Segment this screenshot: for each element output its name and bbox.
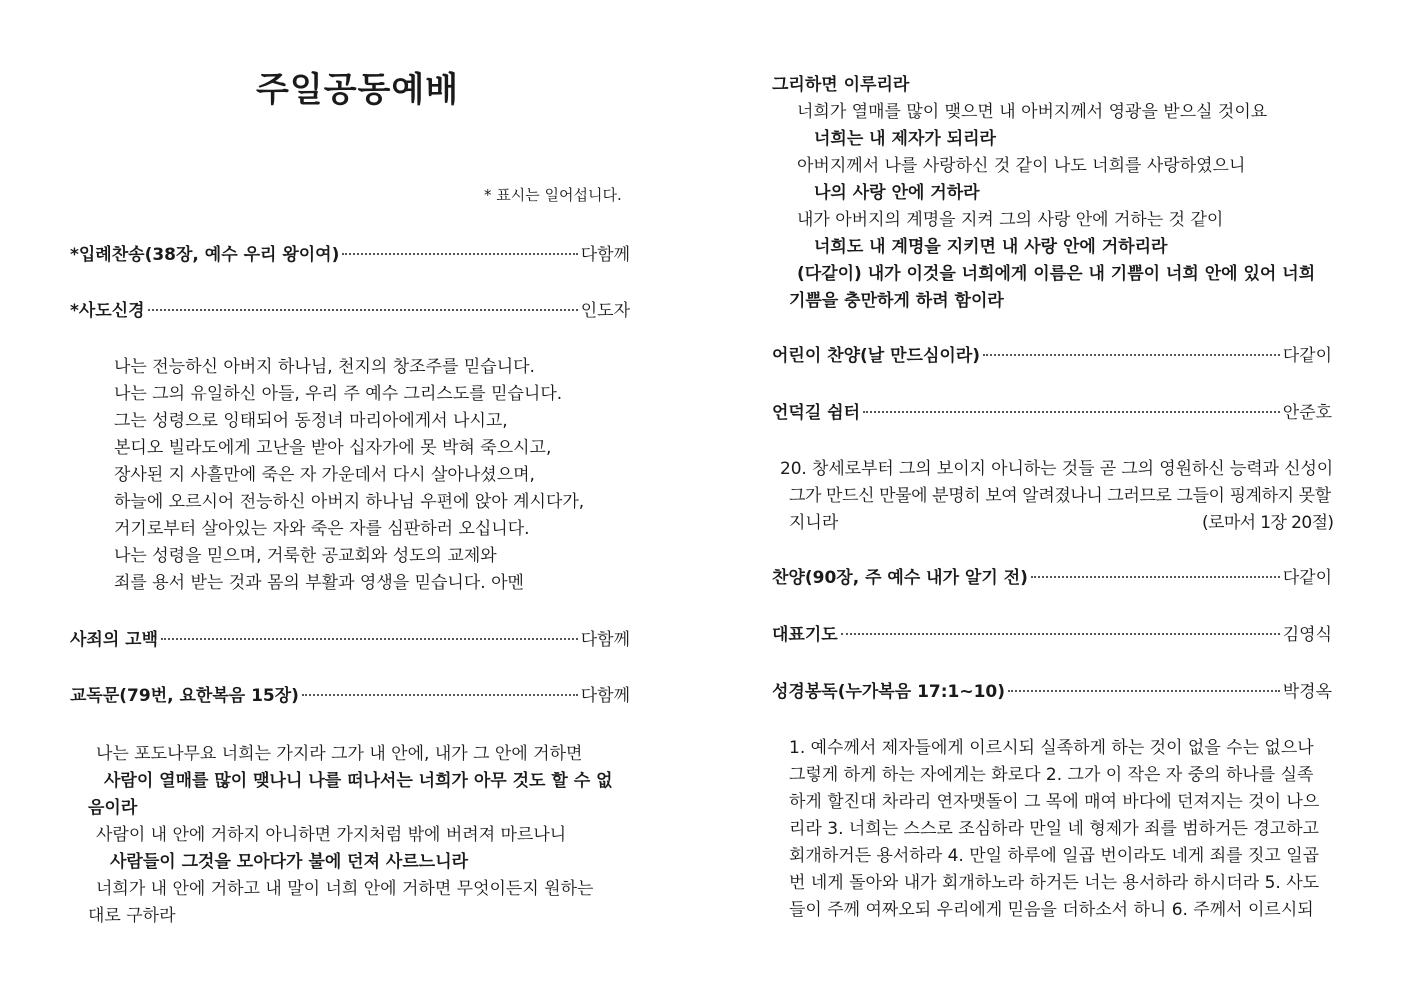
creed-line: 거기로부터 살아있는 자와 죽은 자를 심판하러 오십니다. (114, 519, 530, 539)
order-item-opening-hymn (70, 240, 630, 265)
verse-line: 20. 창세로부터 그의 보이지 아니하는 것들 곧 그의 영원하신 능력과 신성이 (780, 459, 1334, 479)
leader-line: 사람이 내 안에 거하지 아니하면 가지처럼 밖에 버려져 마르나니 (96, 825, 567, 845)
congregation-line: 사람이 열매를 많이 맺나니 나를 떠나서는 너희가 아무 것도 할 수 없 (104, 771, 613, 791)
creed-line: 그는 성령으로 잉태되어 동정녀 마리아에게서 나시고, (114, 411, 508, 431)
leader-line: 나는 포도나무요 너희는 가지라 그가 내 안에, 내가 그 안에 거하면 (96, 744, 583, 764)
order-item-children-praise (772, 341, 1332, 366)
scripture-line: 회개하거든 용서하라 4. 만일 하루에 일곱 번이라도 네게 죄를 짓고 일곱 (789, 846, 1320, 866)
leader-line: 대로 구하라 (88, 906, 176, 926)
verse-line: 지니라 (789, 513, 839, 533)
page-title: 주일공동예배 (256, 70, 460, 110)
item-label: 사죄의 고백 (70, 630, 159, 650)
scripture-line: 리라 3. 너희는 스스로 조심하라 만일 네 형제가 죄를 범하거든 경고하고 (789, 819, 1320, 839)
leader-line: 아버지께서 나를 사랑하신 것 같이 나도 너희를 사랑하였으니 (797, 156, 1246, 176)
creed-line: 나는 전능하신 아버지 하나님, 천지의 창조주를 믿습니다. (114, 357, 535, 377)
item-leader: 다같이 (1282, 346, 1332, 366)
verse-line: 그가 만드신 만물에 분명히 보여 알려졌나니 그러므로 그들이 핑계하지 못할 (789, 486, 1331, 506)
leader-dots (161, 638, 578, 640)
item-label: 언덕길 쉼터 (772, 403, 861, 423)
item-leader: 다같이 (1282, 568, 1332, 588)
leader-dots (1008, 690, 1280, 692)
scripture-line: 하게 할진대 차라리 연자맷돌이 그 목에 매여 바다에 던져지는 것이 나으 (789, 792, 1320, 812)
leader-line: 너희가 열매를 많이 맺으면 내 아버지께서 영광을 받으실 것이요 (797, 102, 1268, 122)
leader-dots (148, 309, 578, 311)
scripture-line: 1. 예수께서 제자들에게 이르시되 실족하게 하는 것이 없을 수는 없으나 (789, 738, 1314, 758)
congregation-line: (다같이) 내가 이것을 너희에게 이름은 내 기쁨이 너희 안에 있어 너희 (797, 264, 1316, 284)
item-label: 어린이 찬양(날 만드심이라) (772, 346, 981, 366)
leader-dots (983, 354, 1280, 356)
leader-dots (342, 253, 577, 255)
order-item-creed (70, 296, 630, 321)
order-item-hymn (772, 563, 1332, 588)
item-leader: 다함께 (580, 686, 630, 706)
order-item-scripture-reading (772, 677, 1332, 702)
leader-line: 너희가 내 안에 거하고 내 말이 너희 안에 거하면 무엇이든지 원하는 (96, 879, 594, 899)
creed-line: 장사된 지 사흘만에 죽은 자 가운데서 다시 살아나셨으며, (114, 465, 535, 485)
item-label: *입례찬송(38장, 예수 우리 왕이여) (70, 245, 340, 265)
congregation-line: 너희는 내 제자가 되리라 (814, 129, 996, 149)
order-item-confession (70, 625, 630, 650)
creed-line: 나는 성령을 믿으며, 거룩한 공교회와 성도의 교제와 (114, 546, 497, 566)
order-item-prayer (772, 620, 1332, 645)
item-leader: 박경옥 (1282, 682, 1332, 702)
leader-dots (1031, 576, 1280, 578)
item-label: 성경봉독(누가복음 17:1~10) (772, 682, 1006, 702)
congregation-line: 나의 사랑 안에 거하라 (814, 183, 980, 203)
scripture-line: 번 네게 돌아와 내가 회개하노라 하거든 너는 용서하라 하시더라 5. 사도 (789, 873, 1320, 893)
item-leader: 인도자 (580, 301, 630, 321)
item-leader: 다함께 (580, 630, 630, 650)
verse-reference: (로마서 1장 20절) (1202, 513, 1334, 533)
congregation-line: 기쁨을 충만하게 하려 함이라 (789, 291, 1004, 311)
item-leader: 안준호 (1282, 403, 1332, 423)
item-label: 교독문(79번, 요한복음 15장) (70, 686, 299, 706)
creed-line: 죄를 용서 받는 것과 몸의 부활과 영생을 믿습니다. 아멘 (114, 573, 524, 593)
congregation-line: 음이라 (88, 798, 138, 818)
item-label: *사도신경 (70, 301, 145, 321)
leader-dots (863, 411, 1280, 413)
item-leader: 다함께 (580, 245, 630, 265)
creed-line: 본디오 빌라도에게 고난을 받아 십자가에 못 박혀 죽으시고, (114, 438, 552, 458)
congregation-line: 사람들이 그것을 모아다가 불에 던져 사르느니라 (110, 852, 469, 872)
creed-line: 나는 그의 유일하신 아들, 우리 주 예수 그리스도를 믿습니다. (114, 384, 563, 404)
order-item-rest (772, 398, 1332, 423)
creed-line: 하늘에 오르시어 전능하신 아버지 하나님 우편에 앉아 계시다가, (114, 492, 585, 512)
leader-dots (841, 633, 1280, 635)
item-label: 대표기도 (772, 625, 838, 645)
leader-dots (302, 694, 578, 696)
order-item-responsive-reading (70, 681, 630, 706)
scripture-line: 들이 주께 여짜오되 우리에게 믿음을 더하소서 하니 6. 주께서 이르시되 (789, 900, 1314, 920)
congregation-line: 너희도 내 계명을 지키면 내 사랑 안에 거하리라 (814, 237, 1168, 257)
standing-notice: * 표시는 일어섭니다. (484, 186, 622, 204)
leader-line: 내가 아버지의 계명을 지켜 그의 사랑 안에 거하는 것 같이 (797, 210, 1224, 230)
scripture-line: 그렇게 하게 하는 자에게는 화로다 2. 그가 이 작은 자 중의 하나를 실족 (789, 765, 1314, 785)
congregation-line: 그리하면 이루리라 (772, 75, 910, 95)
item-label: 찬양(90장, 주 예수 내가 알기 전) (772, 568, 1028, 588)
item-leader: 김영식 (1282, 625, 1332, 645)
